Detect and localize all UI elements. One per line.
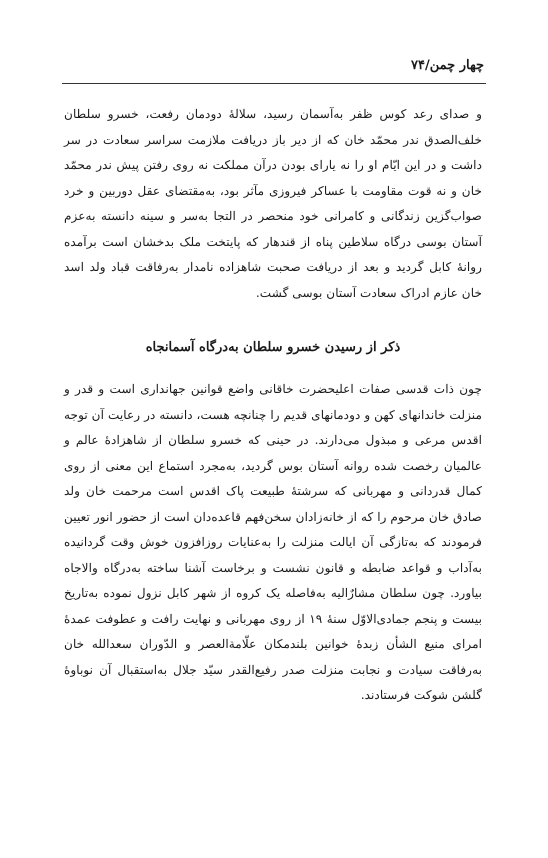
- running-head: چهار چمن/۷۴: [411, 58, 484, 73]
- section-heading: ذکر از رسیدن خسرو سلطان به‌درگاه آسمانجاه: [145, 340, 401, 355]
- paragraph-1: و صدای رعد کوس ظفر به‌آسمان رسید، سلالهٔ دودمان رفعت، خسرو سلطان خلف‌الصدق ندر محمّد خان که از دیر باز دریافت ملازمت سراسر سعادت در سر داشت و در این ایّام او را نه یارای بودن درآن مملکت نه روی رفتن پیش ندر محمّد خان و نه قوت مقاومت با عساکر فیروزی مآثر بود، به‌مقتضای عقل دوربین و خرد صواب‌گزین زندگانی و کامرانی خود منحصر در التجا به‌سر و سینه دانسته به‌عزم آستان بوسی درگاه سلاطین پناه از قندهار که پایتخت ملک بدخشان است برآمده روانهٔ کابل گردید و بعد از دریافت صحبت شاهزاده نامدار به‌رفاقت قباد ولد اسد خان عازم ادراک سعادت آستان بوسی گشت.: [64, 107, 482, 300]
- header-rule: [62, 83, 486, 84]
- paragraph-2: چون ذات قدسی صفات اعلیحضرت خاقانی واضع قوانین جهانداری است و قدر و منزلت خاندانهای کهن و دودمانهای قدیم را چنانچه هست، دانسته در رعایت آن توجه اقدس مرعی و مبذول می‌دارند. در حینی که خسرو سلطان از شاهزادهٔ عالم و عالمیان رخصت شده روانه آستان بوس گردید، به‌مجرد استماع این معنی از روی کمال قدردانی و مهربانی که سرشتهٔ طبیعت پاک اقدس است مرحمت خان ولد صادق خان مرحوم را که از خانه‌زادان سخن‌فهم قاعده‌دان است از حضور انور تعیین فرمودند که به‌تازگی آن ایالت منزلت را به‌عنایات روزافزون خوش وقت گردانیده به‌آداب و قواعد ضابطه و قانون نشست و برخاست آشنا ساخته به‌درگاه والاجاه بیاورد. چون سلطان مشارٌالیه به‌فاصله یک کروه از شهر کابل نزول نموده به‌تاریخ بیست و پنجم جمادی‌الاوّل سنهٔ ۱۹ از روی مهربانی و نهایت رافت و عطوفت عمدهٔ امرای منیع الشأن زبدهٔ خوانین بلندمکان علّامة‌العصر و الدّوران سعدالله خان به‌رفاقت سیادت و نجابت منزلت صدر رفیع‌القدر سیّد جلال به‌استقبال آن نوباوهٔ گلشن شوکت فرستادند.: [64, 382, 482, 702]
